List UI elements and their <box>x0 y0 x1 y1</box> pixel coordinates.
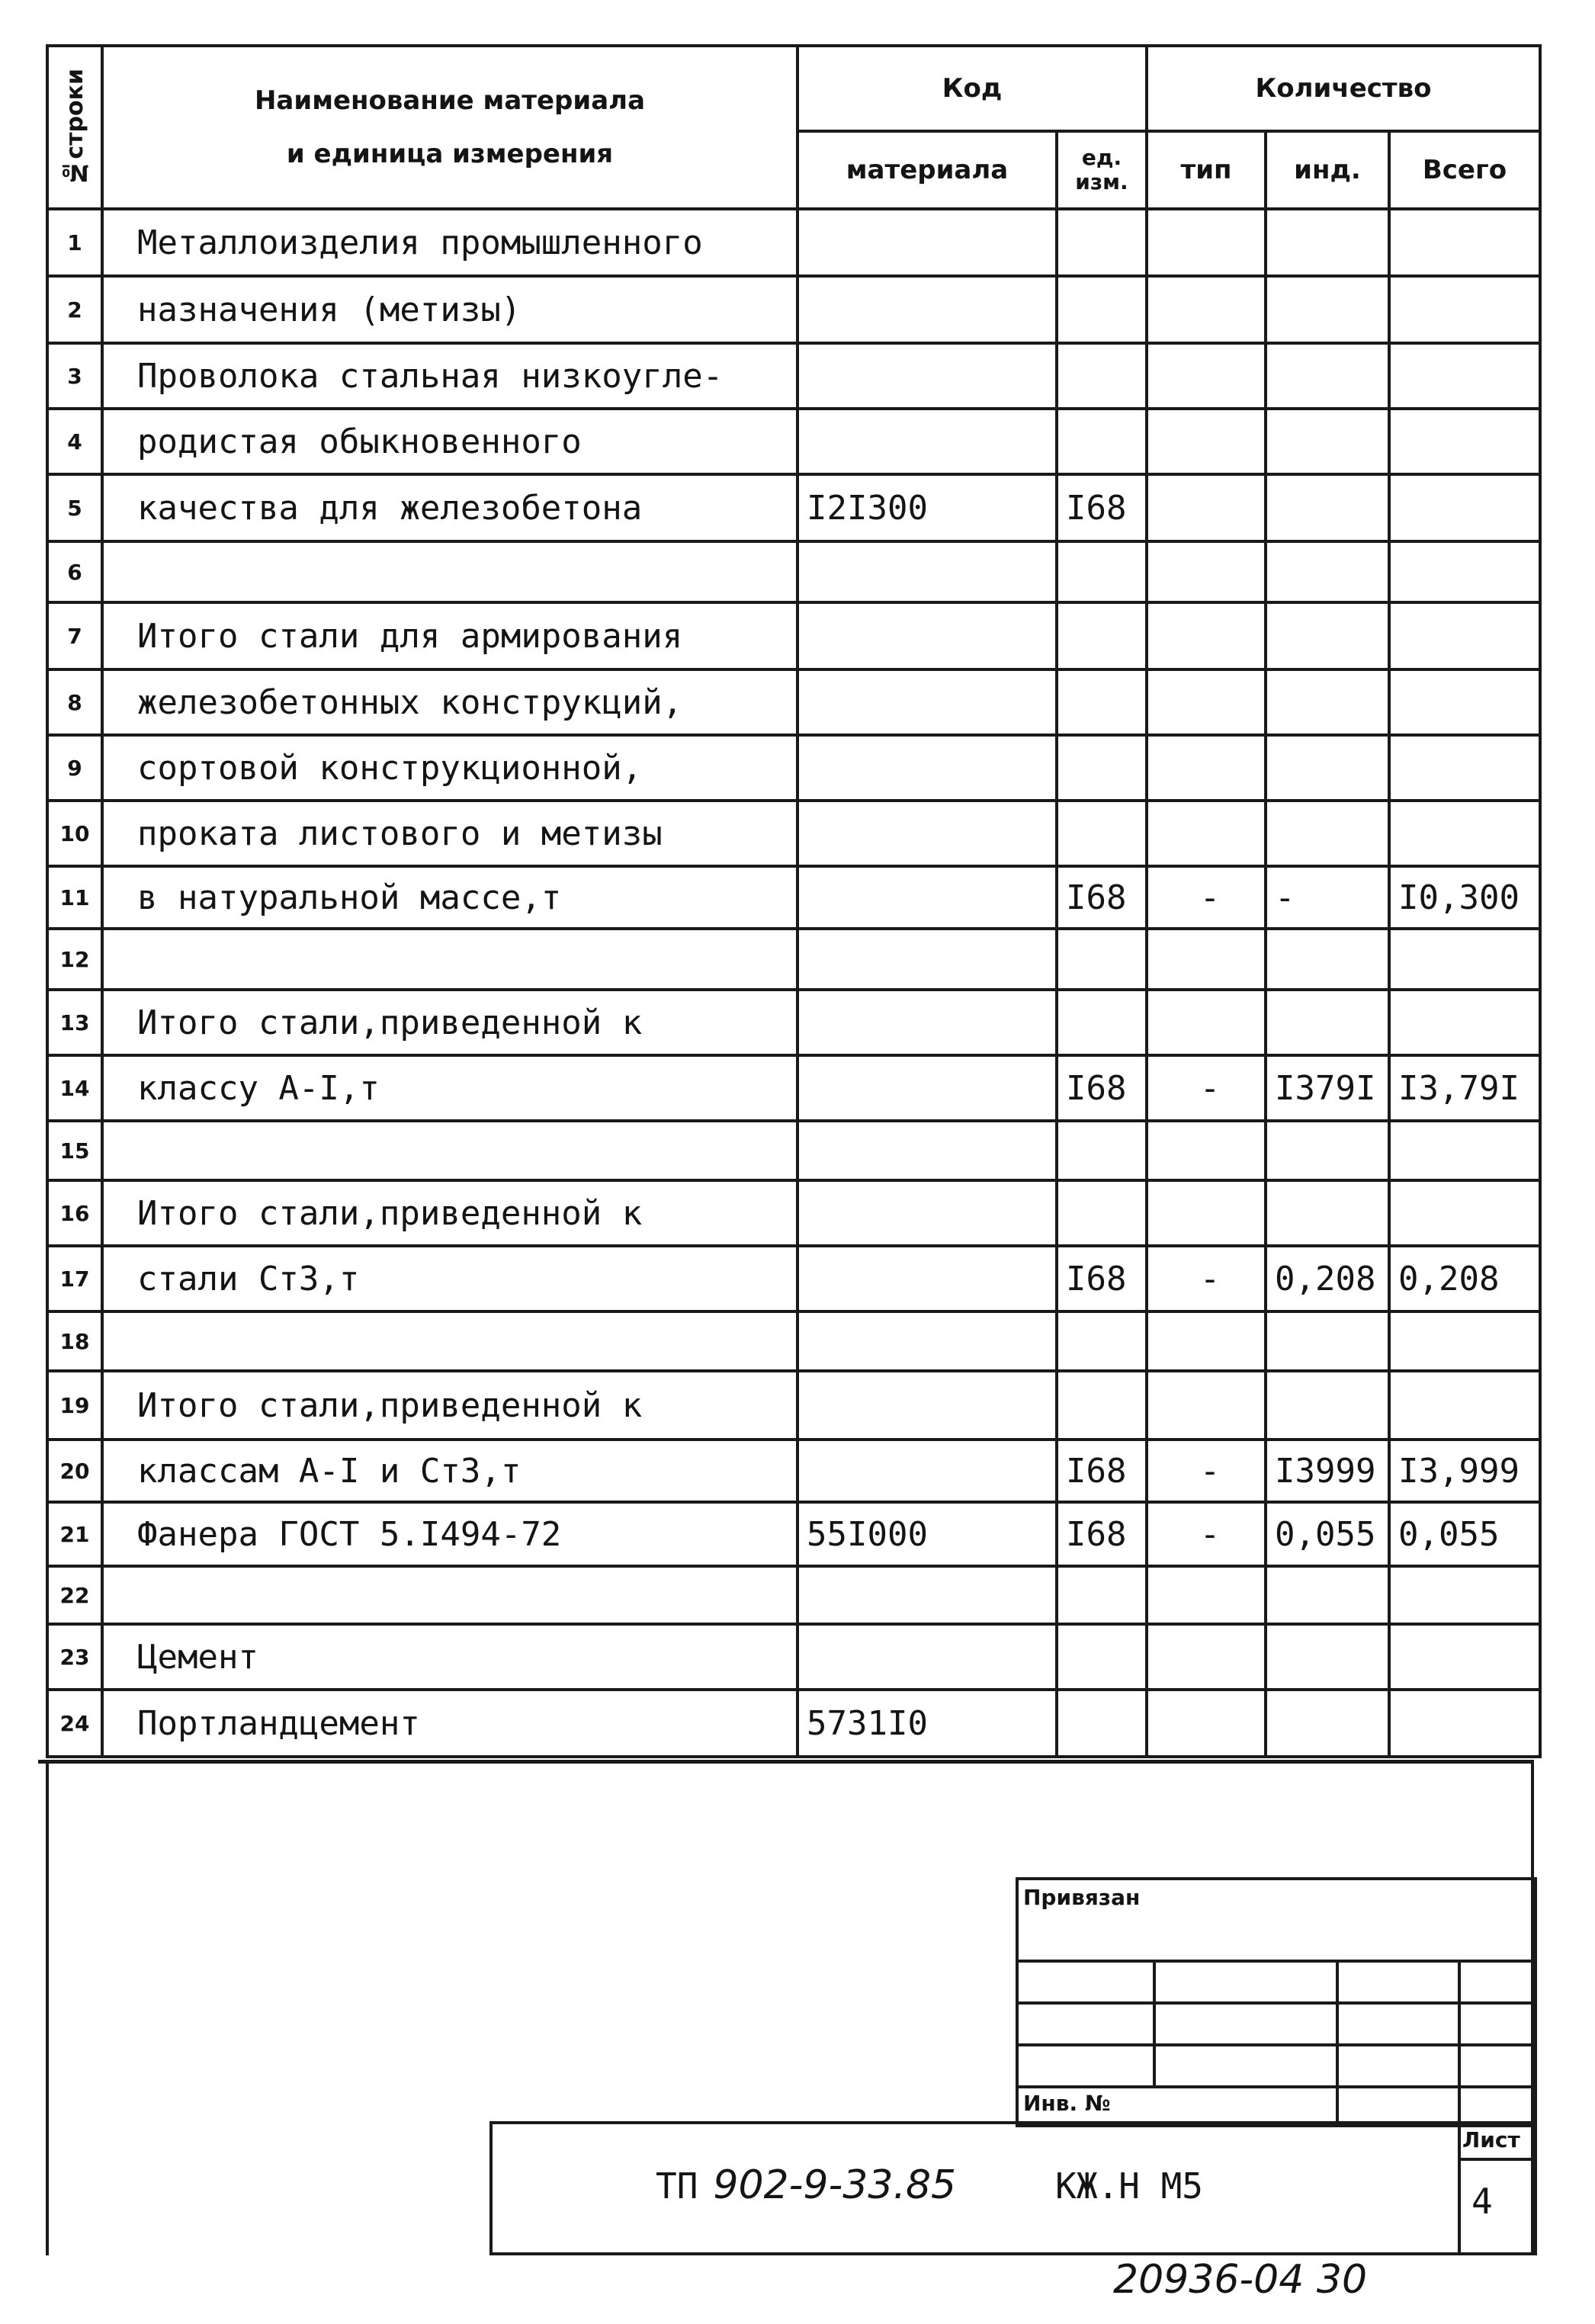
table-row <box>47 1180 1540 1246</box>
table-row <box>47 602 1540 669</box>
material-total-cell <box>1389 276 1540 343</box>
row-number-cell: 22 <box>47 1566 102 1624</box>
table-row <box>47 1440 1540 1502</box>
material-type-cell <box>1147 343 1266 409</box>
material-unit-cell <box>1057 1311 1147 1371</box>
material-total-cell <box>1389 801 1540 866</box>
material-ind-cell <box>1266 735 1389 801</box>
material-code-cell <box>798 1121 1057 1180</box>
material-ind-cell <box>1266 1624 1389 1690</box>
table-row <box>47 1624 1540 1690</box>
attachment-rule-4 <box>1016 2085 1534 2088</box>
material-ind-cell: I3999 <box>1266 1440 1389 1502</box>
material-unit-cell: I68 <box>1057 474 1147 541</box>
material-unit-cell: I68 <box>1057 1055 1147 1121</box>
table-row <box>47 1311 1540 1371</box>
material-total-cell <box>1389 735 1540 801</box>
row-number-cell: 12 <box>47 929 102 990</box>
material-name-cell: Итого стали,приведенной к <box>102 1180 798 1246</box>
material-type-cell <box>1147 1690 1266 1757</box>
row-number-cell: 19 <box>47 1371 102 1440</box>
material-code-cell <box>798 990 1057 1055</box>
row-number-cell: 17 <box>47 1246 102 1311</box>
material-name-cell: качества для железобетона <box>102 474 798 541</box>
table-row <box>47 209 1540 276</box>
document-code-suffix: КЖ.Н М5 <box>1055 2165 1203 2207</box>
material-type-cell: - <box>1147 1246 1266 1311</box>
material-code-cell <box>798 541 1057 602</box>
material-total-cell <box>1389 929 1540 990</box>
material-unit-cell <box>1057 541 1147 602</box>
attachment-rule-1 <box>1016 1960 1534 1963</box>
row-number-cell: 16 <box>47 1180 102 1246</box>
material-name-cell: железобетонных конструкций, <box>102 669 798 735</box>
material-unit-cell: I68 <box>1057 1440 1147 1502</box>
material-type-cell <box>1147 209 1266 276</box>
material-name-cell: проката листового и метизы <box>102 801 798 866</box>
row-number-cell: 1 <box>47 209 102 276</box>
material-ind-cell <box>1266 801 1389 866</box>
row-number-cell: 4 <box>47 409 102 474</box>
table-row <box>47 1371 1540 1440</box>
quantity-group-header: Количество <box>1147 46 1540 131</box>
material-code-cell <box>798 669 1057 735</box>
material-code-cell <box>798 929 1057 990</box>
row-number-cell: 24 <box>47 1690 102 1757</box>
header-row-1 <box>47 46 1540 131</box>
material-type-cell <box>1147 541 1266 602</box>
material-unit-cell: I68 <box>1057 1246 1147 1311</box>
material-type-cell <box>1147 1566 1266 1624</box>
document-code-number: 902-9-33.85 <box>713 2162 957 2208</box>
material-ind-cell <box>1266 1121 1389 1180</box>
quantity-ind-header: инд. <box>1266 131 1389 209</box>
row-number-cell: 7 <box>47 602 102 669</box>
materials-table <box>46 44 1542 1758</box>
row-number-cell: 2 <box>47 276 102 343</box>
material-unit-cell <box>1057 990 1147 1055</box>
attachment-divider-1 <box>1153 1960 1156 2088</box>
material-ind-cell: 0,208 <box>1266 1246 1389 1311</box>
code-unit-label: ед. изм. <box>1075 145 1128 195</box>
material-unit-cell <box>1057 209 1147 276</box>
sheet-label: Лист <box>1462 2127 1520 2152</box>
material-name-header <box>102 46 798 209</box>
row-number-cell: 14 <box>47 1055 102 1121</box>
material-type-cell: - <box>1147 1502 1266 1566</box>
material-type-cell: - <box>1147 866 1266 929</box>
material-name-label-line1: Наименование материала <box>254 85 646 116</box>
sheet-number: 4 <box>1471 2181 1493 2222</box>
material-code-cell: I2I300 <box>798 474 1057 541</box>
material-unit-cell <box>1057 1566 1147 1624</box>
row-number-label: №строки <box>61 69 88 186</box>
row-number-cell: 8 <box>47 669 102 735</box>
row-number-cell: 5 <box>47 474 102 541</box>
material-type-cell <box>1147 669 1266 735</box>
material-unit-cell <box>1057 801 1147 866</box>
title-block-divider <box>1458 2121 1461 2252</box>
row-number-cell: 3 <box>47 343 102 409</box>
material-total-cell <box>1389 209 1540 276</box>
material-name-cell <box>102 541 798 602</box>
material-unit-cell <box>1057 602 1147 669</box>
inventory-number-label: Инв. № <box>1023 2091 1111 2116</box>
code-unit-header <box>1057 131 1147 209</box>
material-total-cell <box>1389 1690 1540 1757</box>
document-code-prefix: ТП <box>656 2165 698 2207</box>
material-total-cell <box>1389 669 1540 735</box>
material-ind-cell <box>1266 602 1389 669</box>
material-name-cell <box>102 1566 798 1624</box>
material-unit-cell: I68 <box>1057 866 1147 929</box>
material-name-cell <box>102 929 798 990</box>
material-unit-cell <box>1057 343 1147 409</box>
material-ind-cell <box>1266 929 1389 990</box>
material-code-cell <box>798 209 1057 276</box>
material-type-cell <box>1147 801 1266 866</box>
material-type-cell <box>1147 474 1266 541</box>
material-total-cell <box>1389 602 1540 669</box>
row-number-cell: 6 <box>47 541 102 602</box>
material-ind-cell <box>1266 1311 1389 1371</box>
material-ind-cell <box>1266 209 1389 276</box>
table-row <box>47 735 1540 801</box>
frame-left-edge <box>46 1760 49 2255</box>
material-total-cell: I3,999 <box>1389 1440 1540 1502</box>
material-total-cell <box>1389 1180 1540 1246</box>
material-unit-cell <box>1057 735 1147 801</box>
material-name-cell: Проволока стальная низкоугле- <box>102 343 798 409</box>
material-type-cell: - <box>1147 1055 1266 1121</box>
material-code-cell <box>798 1180 1057 1246</box>
material-code-cell: 55I000 <box>798 1502 1057 1566</box>
material-ind-cell <box>1266 1566 1389 1624</box>
material-total-cell <box>1389 990 1540 1055</box>
material-name-cell: Фанера ГОСТ 5.I494-72 <box>102 1502 798 1566</box>
material-code-cell <box>798 409 1057 474</box>
table-row <box>47 1246 1540 1311</box>
material-total-cell <box>1389 1311 1540 1371</box>
material-type-cell <box>1147 735 1266 801</box>
attachment-divider-2 <box>1336 1960 1339 2121</box>
table-row <box>47 474 1540 541</box>
material-unit-cell <box>1057 409 1147 474</box>
quantity-total-header: Всего <box>1389 131 1540 209</box>
material-unit-cell <box>1057 929 1147 990</box>
material-name-cell: Металлоизделия промышленного <box>102 209 798 276</box>
material-total-cell: 0,055 <box>1389 1502 1540 1566</box>
material-name-cell: Итого стали для армирования <box>102 602 798 669</box>
material-name-cell: назначения (метизы) <box>102 276 798 343</box>
material-unit-cell <box>1057 669 1147 735</box>
row-number-cell: 23 <box>47 1624 102 1690</box>
material-ind-cell <box>1266 541 1389 602</box>
material-ind-cell <box>1266 990 1389 1055</box>
material-ind-cell <box>1266 409 1389 474</box>
table-row <box>47 866 1540 929</box>
material-code-cell <box>798 1371 1057 1440</box>
row-number-header <box>47 46 102 209</box>
material-unit-cell <box>1057 276 1147 343</box>
material-type-cell <box>1147 1180 1266 1246</box>
row-number-cell: 18 <box>47 1311 102 1371</box>
material-name-cell: стали Ст3,т <box>102 1246 798 1311</box>
material-name-cell: Итого стали,приведенной к <box>102 1371 798 1440</box>
table-bottom-rule <box>38 1760 1534 1764</box>
material-code-cell <box>798 343 1057 409</box>
material-code-cell <box>798 1055 1057 1121</box>
material-type-cell <box>1147 1311 1266 1371</box>
table-row <box>47 276 1540 343</box>
material-unit-cell <box>1057 1180 1147 1246</box>
material-type-cell <box>1147 1624 1266 1690</box>
material-type-cell <box>1147 409 1266 474</box>
material-ind-cell <box>1266 1180 1389 1246</box>
material-code-cell: 5731I0 <box>798 1690 1057 1757</box>
row-number-cell: 21 <box>47 1502 102 1566</box>
material-type-cell <box>1147 929 1266 990</box>
table-row <box>47 990 1540 1055</box>
table-row <box>47 1502 1540 1566</box>
material-code-cell <box>798 276 1057 343</box>
row-number-cell: 20 <box>47 1440 102 1502</box>
material-total-cell: 0,208 <box>1389 1246 1540 1311</box>
table-row <box>47 1690 1540 1757</box>
attached-label: Привязан <box>1023 1885 1141 1910</box>
material-unit-cell <box>1057 1371 1147 1440</box>
material-unit-cell: I68 <box>1057 1502 1147 1566</box>
material-unit-cell <box>1057 1624 1147 1690</box>
attachment-rule-2 <box>1016 2001 1534 2005</box>
material-code-cell <box>798 602 1057 669</box>
sheet-cell-rule <box>1458 2158 1531 2161</box>
table-row <box>47 1055 1540 1121</box>
material-code-cell <box>798 1624 1057 1690</box>
code-group-header: Код <box>798 46 1147 131</box>
material-name-cell: классу А-I,т <box>102 1055 798 1121</box>
table-row <box>47 343 1540 409</box>
material-total-cell: I3,79I <box>1389 1055 1540 1121</box>
table-row <box>47 1566 1540 1624</box>
material-name-cell: Цемент <box>102 1624 798 1690</box>
table-row <box>47 669 1540 735</box>
material-type-cell <box>1147 990 1266 1055</box>
material-name-cell: сортовой конструкционной, <box>102 735 798 801</box>
material-name-cell: в натуральной массе,т <box>102 866 798 929</box>
material-ind-cell: 0,055 <box>1266 1502 1389 1566</box>
material-total-cell <box>1389 343 1540 409</box>
material-name-cell <box>102 1121 798 1180</box>
material-type-cell <box>1147 1121 1266 1180</box>
material-total-cell <box>1389 409 1540 474</box>
material-name-cell: классам А-I и Ст3,т <box>102 1440 798 1502</box>
material-ind-cell <box>1266 276 1389 343</box>
material-total-cell <box>1389 541 1540 602</box>
material-ind-cell <box>1266 1371 1389 1440</box>
table-row <box>47 929 1540 990</box>
material-code-cell <box>798 801 1057 866</box>
material-total-cell <box>1389 1624 1540 1690</box>
material-ind-cell <box>1266 669 1389 735</box>
table-row <box>47 541 1540 602</box>
material-total-cell <box>1389 1566 1540 1624</box>
table-row <box>47 409 1540 474</box>
material-type-cell: - <box>1147 1440 1266 1502</box>
material-total-cell <box>1389 1121 1540 1180</box>
material-ind-cell <box>1266 343 1389 409</box>
attachment-rule-3 <box>1016 2043 1534 2046</box>
material-code-cell <box>798 1311 1057 1371</box>
material-name-label-line2: и единица измерения <box>286 139 614 169</box>
material-code-cell <box>798 1440 1057 1502</box>
row-number-cell: 10 <box>47 801 102 866</box>
material-code-cell <box>798 735 1057 801</box>
handwritten-footer-note: 20936-04 30 <box>1113 2257 1368 2303</box>
row-number-cell: 9 <box>47 735 102 801</box>
material-ind-cell <box>1266 1690 1389 1757</box>
row-number-cell: 15 <box>47 1121 102 1180</box>
material-ind-cell: I379I <box>1266 1055 1389 1121</box>
material-type-cell <box>1147 1371 1266 1440</box>
material-type-cell <box>1147 276 1266 343</box>
code-material-header: материала <box>798 131 1057 209</box>
material-name-cell: родистая обыкновенного <box>102 409 798 474</box>
quantity-type-header: тип <box>1147 131 1266 209</box>
material-name-cell <box>102 1311 798 1371</box>
material-total-cell <box>1389 474 1540 541</box>
table-row <box>47 1121 1540 1180</box>
material-total-cell: I0,300 <box>1389 866 1540 929</box>
material-name-cell: Портландцемент <box>102 1690 798 1757</box>
material-name-cell: Итого стали,приведенной к <box>102 990 798 1055</box>
material-code-cell <box>798 866 1057 929</box>
material-unit-cell <box>1057 1690 1147 1757</box>
document-code <box>656 2162 1203 2208</box>
row-number-cell: 13 <box>47 990 102 1055</box>
material-code-cell <box>798 1566 1057 1624</box>
material-unit-cell <box>1057 1121 1147 1180</box>
material-ind-cell: - <box>1266 866 1389 929</box>
material-total-cell <box>1389 1371 1540 1440</box>
table-row <box>47 801 1540 866</box>
attachment-divider-3 <box>1458 1960 1461 2121</box>
row-number-cell: 11 <box>47 866 102 929</box>
material-ind-cell <box>1266 474 1389 541</box>
material-code-cell <box>798 1246 1057 1311</box>
material-type-cell <box>1147 602 1266 669</box>
